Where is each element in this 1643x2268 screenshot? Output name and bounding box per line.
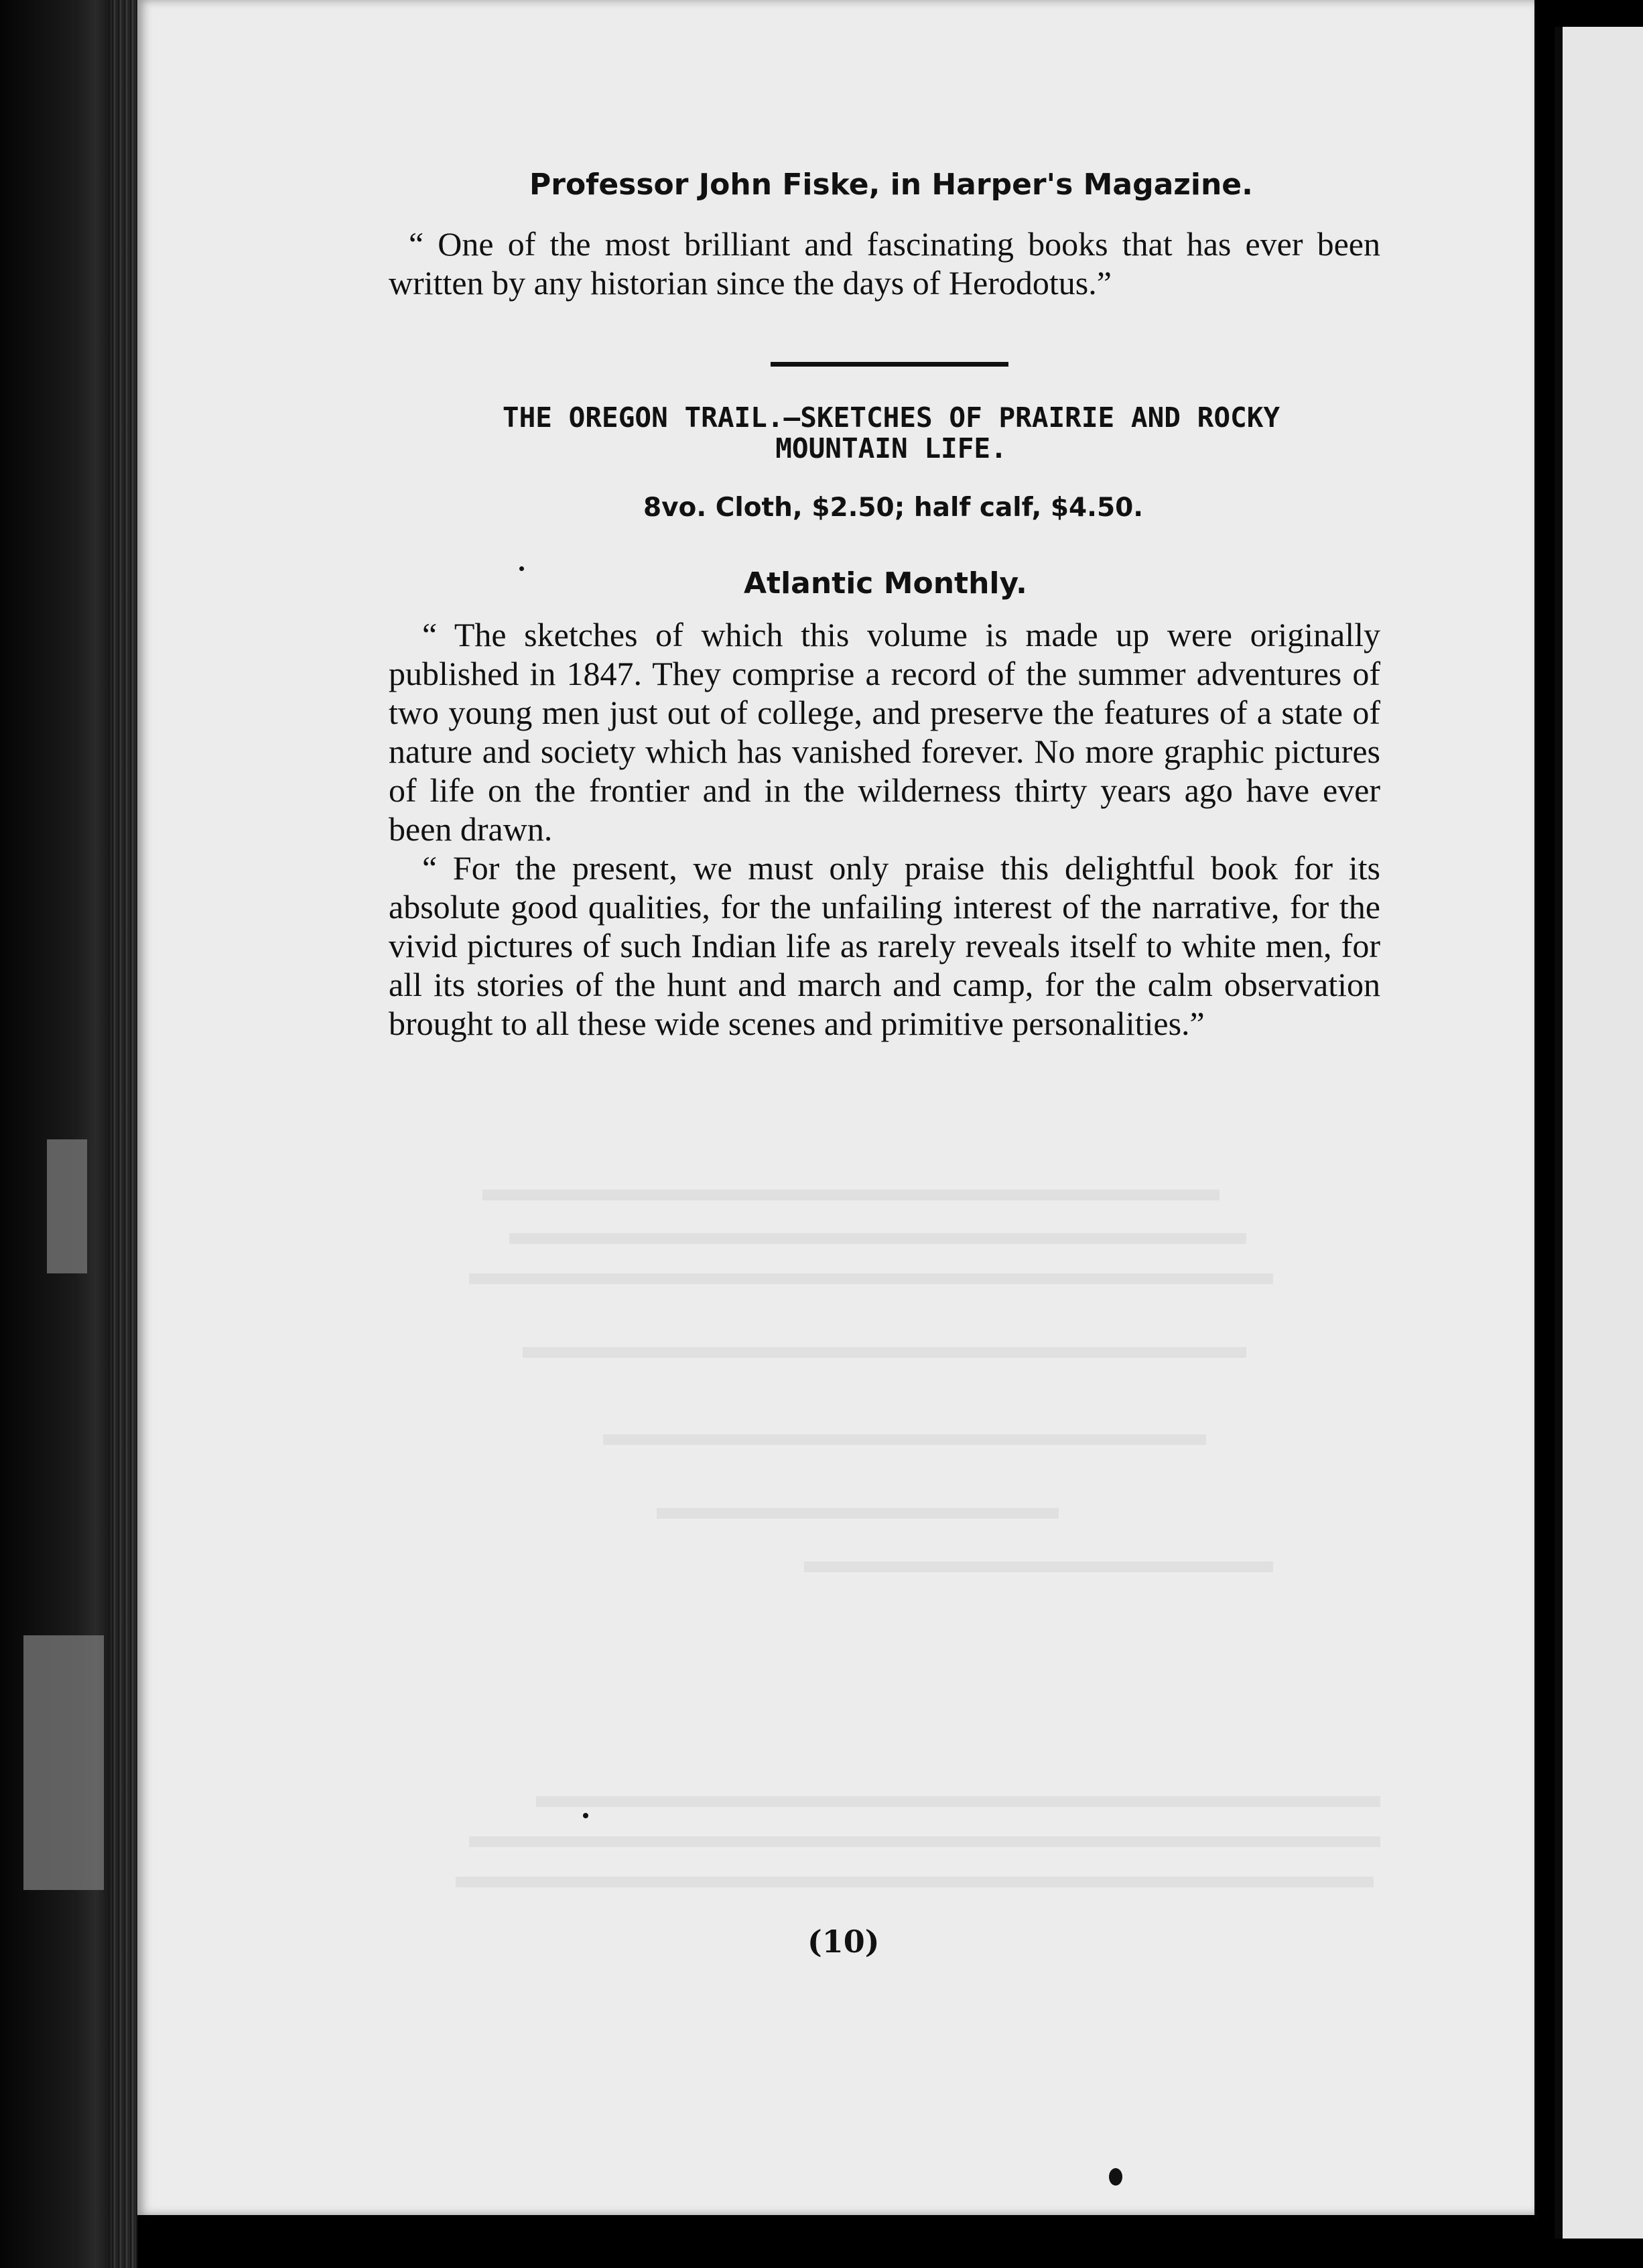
- bleed-through: [469, 1836, 1380, 1847]
- section-divider: [771, 362, 1008, 367]
- book-title-line: MOUNTAIN LIFE.: [775, 432, 1007, 464]
- page-number: (10): [807, 1924, 880, 1960]
- bleed-through: [536, 1796, 1380, 1807]
- ink-speck: [1109, 2168, 1122, 2186]
- bleed-through: [509, 1233, 1246, 1244]
- book-title: [422, 402, 1360, 464]
- quote-paragraph: “ For the present, we must only praise this delightful book for its absolute good qualities, for the unfailing interest of the narrative, for the vivid pictures of such Indian life as rarely reveals itself to white men, for all its stories of the hunt and march and camp, for the calm observation brought to all these wide scenes and primitive personalities.”: [389, 849, 1380, 1042]
- book-price: 8vo. Cloth, $2.50; half calf, $4.50.: [643, 493, 1144, 523]
- bleed-through: [804, 1562, 1273, 1572]
- ink-speck: [583, 1813, 588, 1818]
- review-quote: “ One of the most brilliant and fascinating books that has ever been written by any historian since the days of Herodotus.”: [389, 225, 1380, 302]
- facing-page-edge: [1555, 27, 1643, 2239]
- review-quote: [389, 615, 1380, 1043]
- binding-edge: [111, 0, 137, 2268]
- review-attribution: Professor John Fiske, in Harper's Magazine.: [529, 168, 1253, 202]
- bleed-through: [482, 1190, 1220, 1200]
- bleed-through: [456, 1877, 1374, 1887]
- quote-paragraph: “ The sketches of which this volume is made up were originally published in 1847. They comprise a record of the summer adventures of two young men just out of college, and preserve the features of a state of nature and society which has vanished forever. No more graphic pictures of life on the frontier and in the wilderness thirty years ago have ever been drawn.: [389, 616, 1380, 848]
- spine-label: [23, 1635, 104, 1890]
- review-source: Atlantic Monthly.: [744, 566, 1027, 601]
- bleed-through: [603, 1434, 1206, 1445]
- bleed-through: [523, 1347, 1246, 1358]
- bleed-through: [657, 1508, 1059, 1519]
- ink-speck: [519, 566, 524, 571]
- bleed-through: [469, 1273, 1273, 1284]
- book-title-line: THE OREGON TRAIL.—SKETCHES OF PRAIRIE AND ROCKY: [502, 401, 1280, 434]
- spine-tear: [47, 1139, 87, 1273]
